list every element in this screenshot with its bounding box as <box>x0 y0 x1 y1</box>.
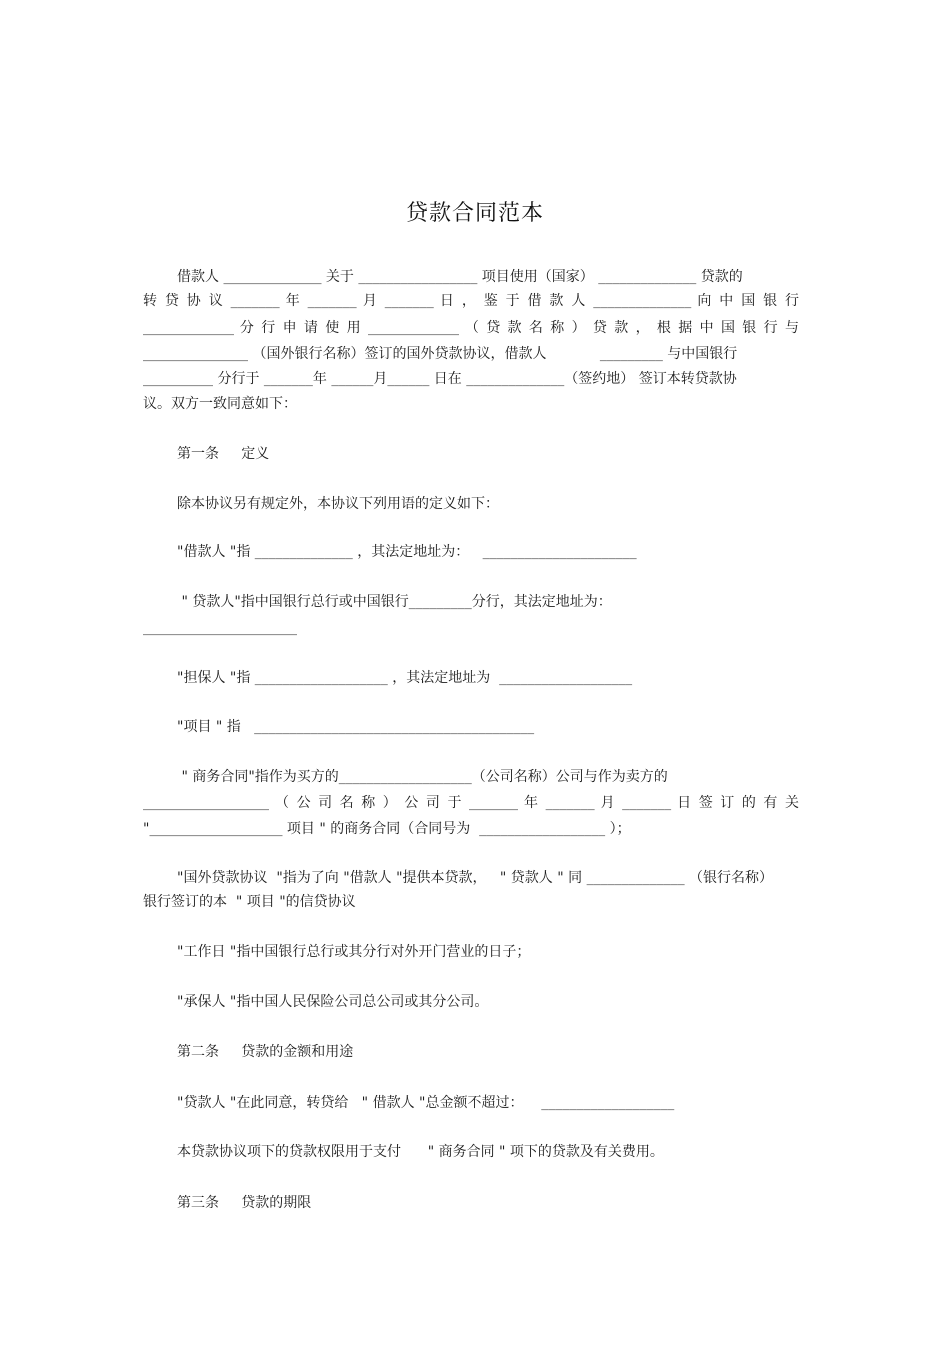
definition-insurer: "承保人 "指中国人民保险公司总公司或其分公司。 <box>177 994 489 1010</box>
definition-lender: " 贷款人"指中国银行总行或中国银行_________分行，其法定地址为： <box>177 594 612 610</box>
article-1-heading: 第一条 定义 <box>177 446 270 462</box>
document-title: 贷款合同范本 <box>405 201 544 226</box>
definition-commercial-contract-3: "___________________ 项目 " 的商务合同（合同号为 __________________ ）； <box>143 821 631 837</box>
article-2-purpose: 本贷款协议项下的贷款权限用于支付 " 商务合同 " 项下的贷款及有关费用。 <box>177 1144 664 1160</box>
article-1-intro: 除本协议另有规定外，本协议下列用语的定义如下： <box>177 496 499 512</box>
definition-workday: "工作日 "指中国银行总行或其分行对外开门营业的日子； <box>177 944 531 960</box>
intro-line-2: 转 贷 协 议 _______ 年 _______ 月 _______ 日 ， 鉴 于 借 款 人 ______________ 向 中 国 银 行 <box>143 293 799 309</box>
definition-project: "项目 " 指 ________________________________________ <box>177 719 535 735</box>
definition-foreign-loan: "国外贷款协议 "指为了向 "借款人 "提供本贷款， " 贷款人 " 同 ______________ （银行名称） <box>177 870 774 886</box>
intro-line-5: __________ 分行于 _______年 ______月______ 日在 ______________（签约地） 签订本转贷款协 <box>143 371 737 387</box>
article-2-amount: "贷款人 "在此同意，转贷给 " 借款人 "总金额不超过： ___________________ <box>177 1095 675 1111</box>
definition-lender-blank: ______________________ <box>143 620 297 636</box>
definition-guarantor: "担保人 "指 ___________________ ，其法定地址为 ___________________ <box>177 670 633 686</box>
intro-line-6: 议。双方一致同意如下： <box>143 396 297 412</box>
definition-commercial-contract-2: __________________ （ 公 司 名 称 ） 公 司 于 _______ 年 _______ 月 _______ 日 签 订 的 有 关 <box>143 795 799 811</box>
definition-borrower: "借款人 "指 ______________ ，其法定地址为： ______________________ <box>177 544 637 560</box>
article-2-heading: 第二条 贷款的金额和用途 <box>177 1044 354 1060</box>
intro-line-4: _______________ （国外银行名称）签订的国外贷款协议，借款人 _________ 与中国银行 <box>143 346 738 362</box>
definition-foreign-loan-2: 银行签订的本 " 项目 "的信贷协议 <box>143 894 356 910</box>
definition-commercial-contract: " 商务合同"指作为买方的___________________（公司名称）公司与作为卖方的 <box>177 769 668 785</box>
intro-line-1: 借款人 ______________ 关于 _________________ 项目使用（国家） ______________ 贷款的 <box>177 269 743 285</box>
intro-line-3: _____________ 分 行 申 请 使 用 _____________ （ 贷 款 名 称 ） 贷 款 ， 根 据 中 国 银 行 与 <box>143 320 799 336</box>
article-3-heading: 第三条 贷款的期限 <box>177 1195 312 1211</box>
